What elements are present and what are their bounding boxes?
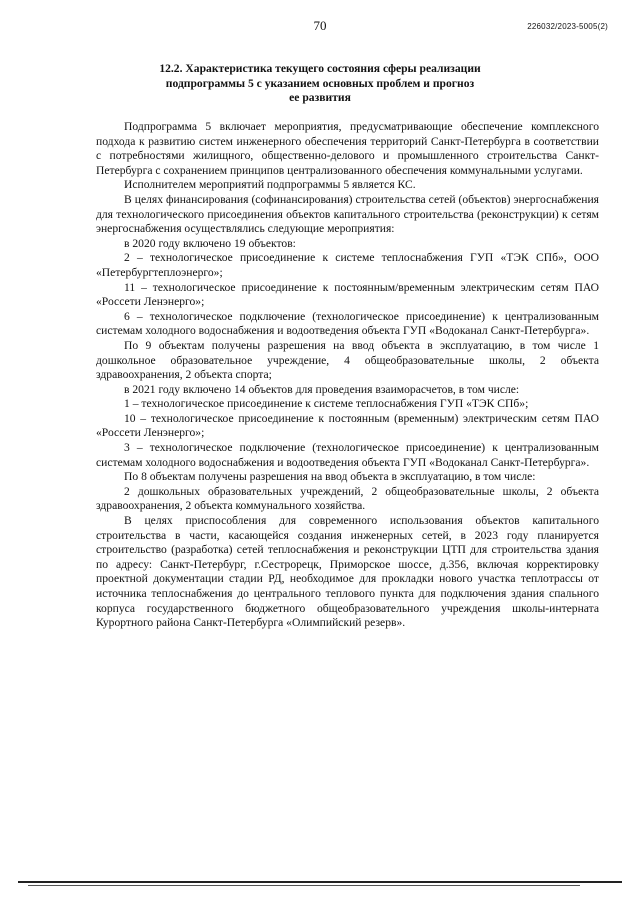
paragraph-14: 2 дошкольных образовательных учреждений, 2 общеобразовательные школы, 2 объекта здравоохранения, 2 объекта коммунального хозяйства. [96, 484, 599, 513]
document-code: 226032/2023-5005(2) [527, 22, 608, 31]
paragraph-4: в 2020 году включено 19 объектов: [124, 236, 296, 250]
paragraph-9: в 2021 году включено 14 объектов для проведения взаиморасчетов, в том числе: [124, 382, 520, 396]
paragraph-1: Подпрограмма 5 включает мероприятия, предусматривающие обеспечение комплексного подхода к развитию систем инженерного обеспечения территорий Санкт-Петербурга в соответствии с потребностями жилищного, общественно-делового и промышленного строительства Санкт-Петербурга с сохранением принципов централизованного обеспечения коммунальными услугами. [96, 120, 599, 177]
paragraph-7: 6 – технологическое подключение (технологическое присоединение) к централизованным системам холодного водоснабжения и водоотведения объекта ГУП «Водоканал Санкт-Петербурга». [96, 309, 599, 338]
paragraph-6: 11 – технологическое присоединение к постоянным/временным электрическим сетям ПАО «Россети Ленэнерго»; [96, 280, 599, 309]
heading-line-3: ее развития [289, 91, 351, 104]
paragraph-15: В целях приспособления для современного использования объектов капитального строительства в части, касающейся создания инженерных сетей, в 2023 году планируется строительство (разработка) сетей теплоснабжения и реконструкции ЦТП для строительства здания по адресу: Санкт-Петербург, г.Сестрорецк, Приморское шоссе, д.356, включая корректировку проектной документации стадии РД, необходимое для прокладки нового участка теплотрассы от источника теплоснабжения до центрального теплового пункта для подключения здания спального корпуса государственного бюджетного общеобразовательного учреждения школы-интерната Курортного района Санкт-Петербурга «Олимпийский резерв». [96, 514, 599, 630]
paragraph-10: 1 – технологическое присоединение к системе теплоснабжения ГУП «ТЭК СПб»; [124, 397, 529, 411]
paragraph-3: В целях финансирования (софинансирования) строительства сетей (объектов) энергоснабжения для технологического присоединения объектов капитального строительства (реконструкции) к сетям энергоснабжения осуществлялись следующие мероприятия: [96, 192, 599, 236]
paragraph-11: 10 – технологическое присоединение к постоянным (временным) электрическим сетям ПАО «Россети Ленэнерго»; [96, 411, 599, 440]
paragraph-8: По 9 объектам получены разрешения на ввод объекта в эксплуатацию, в том числе 1 дошкольное образовательное учреждение, 4 общеобразовательные школы, 2 объекта здравоохранения, 2 объекта спорта; [96, 338, 599, 382]
paragraph-2: Исполнителем мероприятий подпрограммы 5 является КС. [124, 178, 416, 192]
paragraph-13: По 8 объектам получены разрешения на ввод объекта в эксплуатацию, в том числе: [124, 470, 536, 484]
heading-line-2: подпрограммы 5 с указанием основных проблем и прогноз [165, 76, 475, 90]
page-number: 70 [313, 18, 327, 33]
paragraph-12: 3 – технологическое подключение (технологическое присоединение) к централизованным системам холодного водоснабжения и водоотведения объекта ГУП «Водоканал Санкт-Петербурга». [96, 441, 599, 469]
scan-edge-line-thin [28, 885, 580, 886]
heading-line-1: 12.2. Характеристика текущего состояния сферы реализации [159, 62, 481, 75]
section-heading [120, 62, 520, 106]
document-body [96, 120, 599, 631]
paragraph-5: 2 – технологическое присоединение к системе теплоснабжения ГУП «ТЭК СПб», ООО «Петербургтеплоэнерго»; [96, 251, 599, 279]
scan-edge-line [18, 881, 622, 883]
